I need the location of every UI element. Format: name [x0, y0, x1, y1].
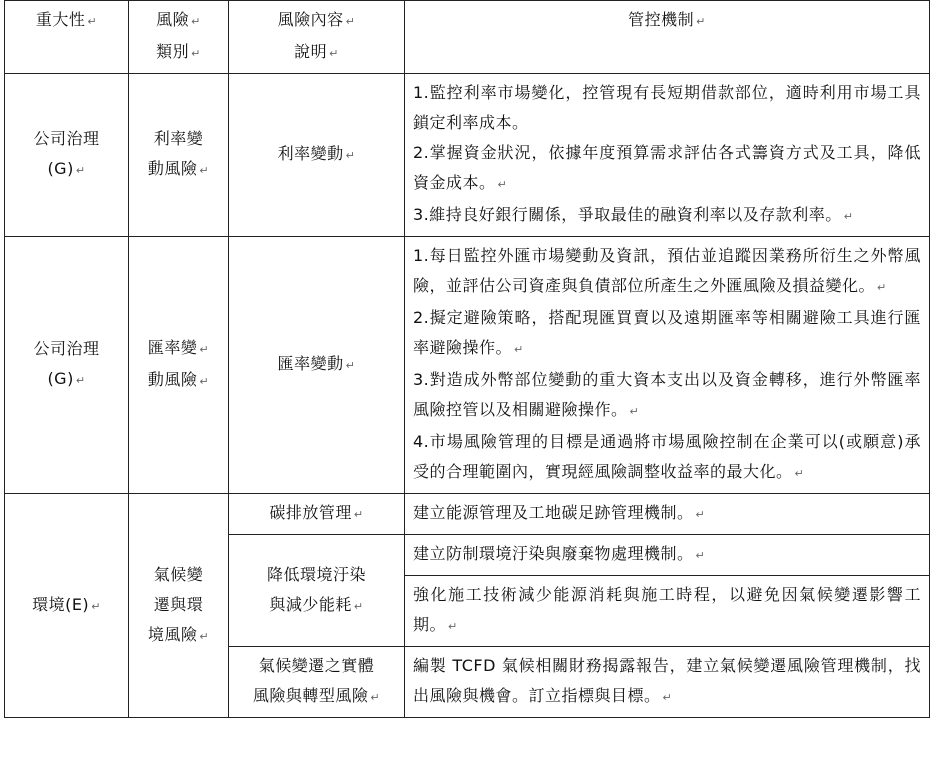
materiality-cell: 環境(E) ↵: [5, 494, 129, 718]
control-item: 2.掌握資金狀況，依據年度預算需求評估各式籌資方式及工具，降低資金成本。 ↵: [413, 143, 921, 192]
control-cell: 強化施工技術減少能源消耗與施工時程，以避免因氣候變遷影響工期。 ↵: [405, 576, 930, 647]
header-risk-description: 風險內容 ↵ 說明 ↵: [229, 1, 405, 74]
risk-type-cell: 氣候變 遷與環 境風險 ↵: [129, 494, 229, 718]
table-row-environment: [5, 494, 930, 535]
risk-description-cell: 匯率變動 ↵: [229, 237, 405, 494]
control-cell: 建立能源管理及工地碳足跡管理機制。 ↵: [405, 494, 930, 535]
materiality-cell: 公司治理 (G) ↵: [5, 74, 129, 237]
control-item: 3.維持良好銀行關係，爭取最佳的融資利率以及存款利率。 ↵: [413, 205, 854, 224]
control-cell: [405, 237, 930, 494]
control-item: 4.市場風險管理的目標是通過將市場風險控制在企業可以(或願意)承受的合理範圍內，實現經風險調整收益率的最大化。 ↵: [413, 432, 921, 481]
control-item: 2.擬定避險策略，搭配現匯買賣以及遠期匯率等相關避險工具進行匯率避險操作。 ↵: [413, 308, 921, 357]
risk-type-cell: 利率變 動風險 ↵: [129, 74, 229, 237]
header-row: [5, 1, 930, 74]
risk-type-cell: 匯率變 ↵ 動風險 ↵: [129, 237, 229, 494]
control-cell: 建立防制環境汙染與廢棄物處理機制。 ↵: [405, 535, 930, 576]
header-risk-type: 風險 ↵ 類別 ↵: [129, 1, 229, 74]
table-row-interest-rate: [5, 74, 930, 237]
risk-description-cell: 利率變動 ↵: [229, 74, 405, 237]
materiality-cell: 公司治理 (G) ↵: [5, 237, 129, 494]
risk-description-cell: 氣候變遷之實體 風險與轉型風險 ↵: [229, 647, 405, 718]
header-materiality: 重大性 ↵: [5, 1, 129, 74]
risk-control-table: [4, 0, 930, 718]
control-item: 3.對造成外幣部位變動的重大資本支出以及資金轉移，進行外幣匯率風險控管以及相關避險操作。 ↵: [413, 370, 921, 419]
risk-description-cell: 碳排放管理 ↵: [229, 494, 405, 535]
control-cell: 編製 TCFD 氣候相關財務揭露報告，建立氣候變遷風險管理機制，找出風險與機會。訂立指標與目標。 ↵: [405, 647, 930, 718]
control-cell: [405, 74, 930, 237]
control-item: 1.每日監控外匯市場變動及資訊，預估並追蹤因業務所衍生之外幣風險，並評估公司資產與負債部位所產生之外匯風險及損益變化。 ↵: [413, 246, 921, 295]
table-row-exchange-rate: [5, 237, 930, 494]
control-item: 1.監控利率市場變化，控管現有長短期借款部位，適時利用市場工具鎖定利率成本。: [413, 83, 921, 132]
risk-description-cell: 降低環境汙染 與減少能耗 ↵: [229, 535, 405, 647]
header-control: 管控機制 ↵: [405, 1, 930, 74]
